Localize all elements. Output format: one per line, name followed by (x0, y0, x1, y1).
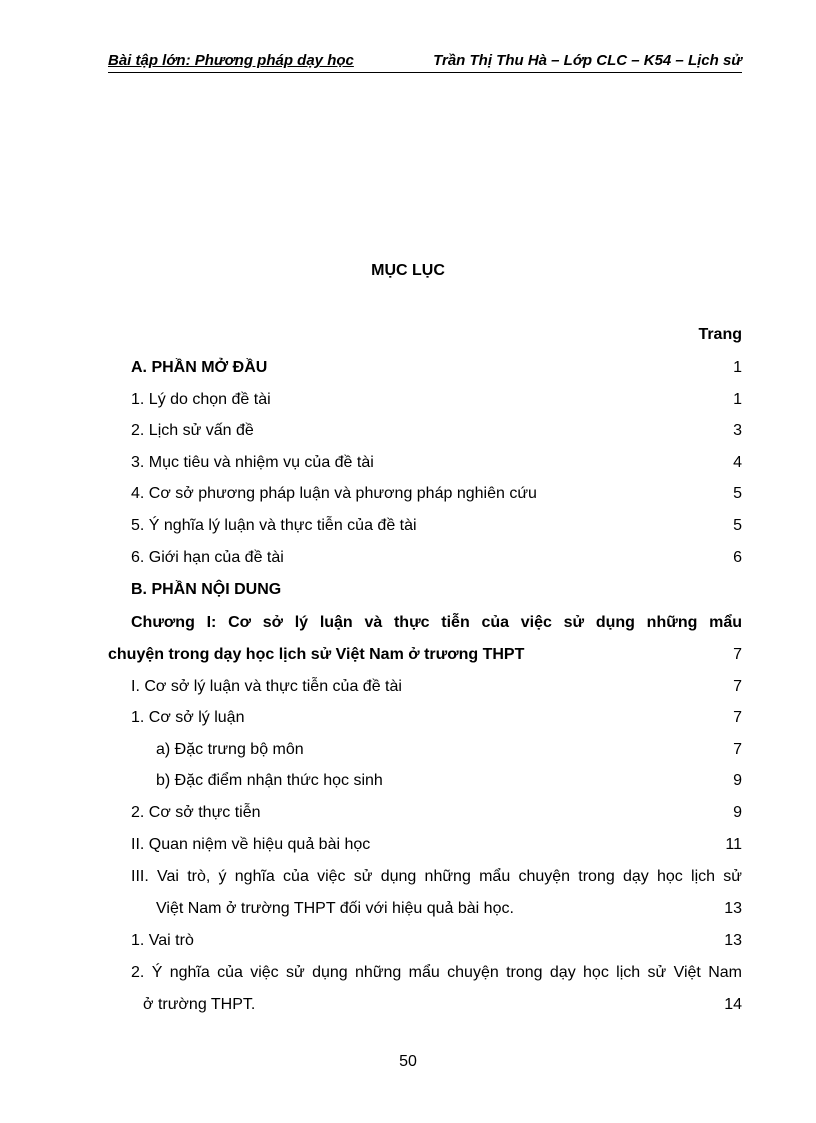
toc-entry-iii2-line2 (0, 995, 816, 1017)
toc-label: 1. Lý do chọn đề tài (131, 391, 271, 408)
toc-label: b) Đặc điểm nhận thức học sinh (156, 772, 383, 789)
toc-label: II. Quan niệm về hiệu quả bài học (131, 836, 371, 853)
toc-entry-a2 (0, 421, 816, 443)
toc-entry-a4 (0, 484, 816, 506)
toc-page: 13 (724, 900, 742, 917)
toc-chapter-1-line2 (0, 645, 816, 667)
toc-entry-iii1 (0, 931, 816, 953)
toc-entry-a6 (0, 548, 816, 570)
toc-label: 1. Vai trò (131, 932, 194, 949)
page-number: 50 (399, 1053, 417, 1070)
toc-page: 9 (733, 772, 742, 789)
toc-label: Việt Nam ở trường THPT đối với hiệu quả bài học. (156, 900, 514, 917)
toc-entry-iii-line2 (0, 899, 816, 921)
toc-page: 4 (733, 454, 742, 471)
toc-label: ở trường THPT. (143, 996, 256, 1013)
page-column-label: Trang (698, 326, 742, 343)
toc-label: A. PHẦN MỞ ĐẦU (131, 359, 268, 376)
toc-label: 6. Giới hạn của đề tài (131, 549, 284, 566)
toc-label: 4. Cơ sở phương pháp luận và phương pháp nghiên cứu (131, 485, 537, 502)
toc-chapter-1-line1: Chương I: Cơ sở lý luận và thực tiễn của việc sử dụng những mẩu (131, 614, 742, 631)
toc-page: 13 (724, 932, 742, 949)
toc-entry-b (0, 580, 816, 602)
toc-page: 7 (733, 678, 742, 695)
toc-label: chuyện trong dạy học lịch sử Việt Nam ở trương THPT (108, 646, 525, 663)
toc-entry-i2 (0, 803, 816, 825)
toc-entry-a (0, 358, 816, 380)
toc-label: 5. Ý nghĩa lý luận và thực tiễn của đề tài (131, 517, 417, 534)
toc-page: 7 (733, 646, 742, 663)
page-title: MỤC LỤC (371, 262, 445, 279)
toc-entry-a5 (0, 516, 816, 538)
toc-entry-i1a (0, 740, 816, 762)
toc-entry-i (0, 677, 816, 699)
toc-entry-i1 (0, 708, 816, 730)
toc-label: 1. Cơ sở lý luận (131, 709, 245, 726)
header-right: Trần Thị Thu Hà – Lớp CLC – K54 – Lịch sử (433, 52, 742, 69)
running-header (108, 50, 742, 73)
toc-page: 6 (733, 549, 742, 566)
toc-page: 7 (733, 709, 742, 726)
toc-label: 3. Mục tiêu và nhiệm vụ của đề tài (131, 454, 374, 471)
toc-entry-i1b (0, 771, 816, 793)
toc-page: 1 (733, 391, 742, 408)
toc-entry-a3 (0, 453, 816, 475)
toc-page: 5 (733, 485, 742, 502)
toc-entry-a1 (0, 390, 816, 412)
toc-entry-iii2-line1: 2. Ý nghĩa của việc sử dụng những mẩu chuyện trong dạy học lịch sử Việt Nam (131, 964, 742, 981)
toc-label: B. PHẦN NỘI DUNG (131, 581, 282, 598)
toc-page: 14 (724, 996, 742, 1013)
toc-label: a) Đặc trưng bộ môn (156, 741, 304, 758)
toc-page: 11 (725, 836, 742, 853)
toc-label: 2. Cơ sở thực tiễn (131, 804, 261, 821)
toc-page: 7 (733, 741, 742, 758)
toc-entry-iii-line1: III. Vai trò, ý nghĩa của việc sử dụng những mẩu chuyện trong dạy học lịch sử (131, 868, 742, 885)
toc-page: 5 (733, 517, 742, 534)
header-left: Bài tập lớn: Phương pháp dạy học (108, 52, 354, 69)
toc-page: 1 (733, 359, 742, 376)
toc-label: I. Cơ sở lý luận và thực tiễn của đề tài (131, 678, 402, 695)
toc-entry-ii (0, 835, 816, 857)
toc-label: 2. Lịch sử vấn đề (131, 422, 254, 439)
toc-page: 3 (733, 422, 742, 439)
toc-page: 9 (733, 804, 742, 821)
